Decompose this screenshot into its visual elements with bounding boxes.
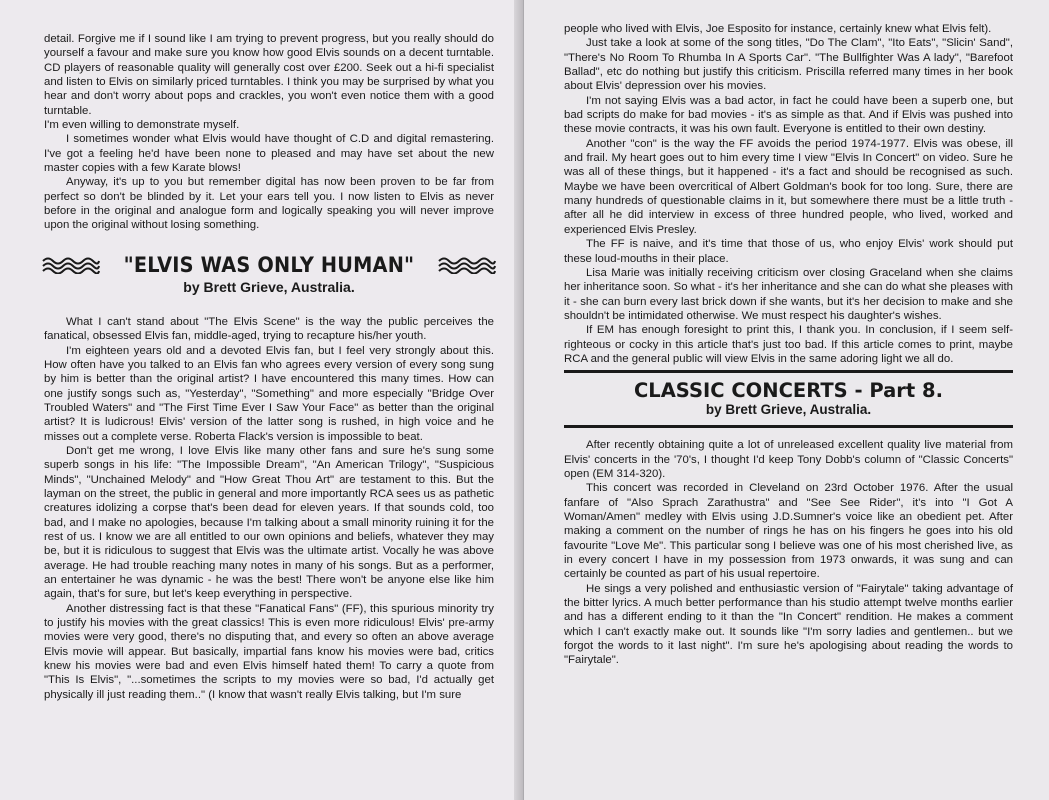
paragraph: After recently obtaining quite a lot of unreleased excellent quality live material from Elvis' concerts in the '70's, I thought I'd keep Tony Dobb's column of "Classic Concerts" open (EM 314-320). [564, 439, 1013, 480]
paragraph: I'm eighteen years old and a devoted Elvis fan, but I feel very strongly about this. How often have you talked to an Elvis fan who agrees every version of every song sung by him is better than the original artist? I have encountered this many times. How can one justify songs such as, "Yesterday", "Something" and more especially "Bridge Over Troubled Waters" and "The First Time Ever I Saw Your Face" as better than the original artist? It is ludicrous! Elvis' version of the latter song is rushed, in high voice and he misses out a complete verse. Roberta Flack's version is impossible to beat. [44, 344, 494, 443]
paragraph: I sometimes wonder what Elvis would have thought of C.D and digital remastering. I've got a feeling he'd have been none to pleased and may have set about the new master copies with a few Karate blows! [44, 133, 494, 175]
paragraph: What I can't stand about "The Elvis Scene" is the way the public perceives the fanatical, obsessed Elvis fan, middle-aged, trying to recapture his/her youth. [44, 315, 494, 343]
paragraph: The FF is naive, and it's time that those of us, who enjoy Elvis' work should put these loud-mouths in their place. [564, 238, 1013, 265]
paragraph: Anyway, it's up to you but remember digital has now been proven to be far from perfect so don't be blinded by it. Let your ears tell you. I now listen to Elvis as never before in the original and analogue form and logically speaking you will never improve upon the original without losing something. [44, 176, 494, 232]
divider-rule [564, 370, 1013, 373]
paragraph: Another distressing fact is that these "Fanatical Fans" (FF), this spurious minority try to justify his movies with the great classics! This is even more ridiculous! Elvis' pre-army movies were very good, there's no disputing that, and every so often an above average Elvis movie will appear. But basically, impartial fans know his movies were bad, critics knew his movies were bad and even Elvis himself hated them! To carry a quote from "This Is Elvis", "...sometimes the scripts to my movies were so bad, I'd actually get physically ill just reading them.." (I know that wasn't really Elvis talking, but I'm sure [44, 602, 494, 701]
article-title: CLASSIC CONCERTS [633, 379, 848, 403]
right-page [524, 0, 1049, 800]
wave-ornament-left-icon [41, 256, 101, 274]
left-page [0, 0, 522, 800]
paragraph: I'm not saying Elvis was a bad actor, in fact he could have been a superb one, but bad scripts do make for bad movies - it's as simple as that. And if Elvis was pushed into these movie contracts, it was his own fault. Everyone is entitled to their own destiny. [564, 94, 1013, 136]
divider-rule [564, 425, 1013, 428]
paragraph: Another "con" is the way the FF avoids the period 1974-1977. Elvis was obese, ill and frail. My heart goes out to him every time I view "Elvis In Concert" on video. Sure he was all of these things, but it happened - it's a fact and should be recognised as such. Maybe we have been overcritical of Albert Goldman's book for too long. Sure, there are many hundreds of questionable claims in it, but somewhere there must be a little truth - after all he did interview in excess of three hundred people, who lived, worked and experienced Elvis Presley. [564, 137, 1013, 236]
paragraph: Just take a look at some of the song titles, "Do The Clam", "Ito Eats", "Slicin' Sand", "There's No Room To Rhumba In A Sports Car". "The Bullfighter Was A lady", "Barefoot Ballad", etc do nothing but justify this criticism. Priscilla referred many times in her book about Elvis' depression over his movies. [564, 37, 1013, 93]
article-title: "ELVIS WAS ONLY HUMAN" [123, 252, 415, 277]
article-heading [564, 379, 1013, 417]
paragraph: If EM has enough foresight to print this, I thank you. In conclusion, if I seem self-righteous or cocky in this article that's just too bad. If this article comes to print, maybe RCA and the general public will view Elvis in the same adoring light we all do. [564, 324, 1013, 365]
article-byline: by Brett Grieve, Australia. [705, 402, 872, 418]
paragraph: Lisa Marie was initially receiving criticism over closing Graceland when she claims her inheritance soon. So what - it's her inheritance and she can do what she pleases with it - she can burn every last brick down if she wants, but it's her decision to make and she shouldn't be intimidated otherwise. We must respect his daughter's wishes. [564, 266, 1013, 322]
paragraph: detail. Forgive me if I sound like I am trying to prevent progress, but you really should do yourself a favour and make sure you know how good Elvis sounds on a decent turntable. CD players of reasonable quality will generally cost over £200. Seek out a hi-fi specialist and listen to Elvis on similarly priced turntables. I think you may be surprised by what you hear and don't worry about pops and crackles, you won't even notice them with a good turntable. [44, 33, 494, 117]
paragraph: He sings a very polished and enthusiastic version of "Fairytale" taking advantage of the bitter lyrics. A much better performance than his studio attempt twelve months earlier and has a different ending to it than the "In Concert" rendition. He makes a comment which I can't exactly make out. It sounds like "I'm sorry ladies and gentlemen.. but we forgot the words to it last night". I'm sure he's apologising about reading the words to "Fairytale". [564, 582, 1013, 667]
paragraph: This concert was recorded in Cleveland on 23rd October 1976. After the usual fanfare of "Also Sprach Zarathustra" and "See See Rider", it's into "I Got A Woman/Amen" medley with Elvis using J.D.Sumner's voice like an obedient pet. After making a comment on the number of rings he has on his fingers he goes into his old favourite "Love Me". This particular song I believe was one of his most cherished live, as in every concert I have in my possession from 1973 onwards, it was sung and can certainly be counted as part of his usual repertoire. [564, 482, 1013, 581]
paragraph: Don't get me wrong, I love Elvis like many other fans and sure he's sung some superb songs in his life: "The Impossible Dream", "An American Trilogy", "Suspicious Minds", "Unchained Melody" and "How Great Thou Art" are testament to this. But the layman on the street, the public in general and more importantly RCA sees us as pathetic creatures idolizing a corpse that's been dead for eleven years. If that sounds cold, too bad, and I make no apologies, because I'm talking about a small minority ruining it for the rest of us. I know we are all entitled to our own opinions and beliefs, whatever they may be, but it is ridiculous to suggest that Elvis was the ultimate artist. Vocally he was above average. He had trouble reaching many notes in many of his songs. But as a performer, an entertainer he was dynamic - he was the best! There won't be anyone else like him again, that's for sure, but let's keep everything in perspective. [44, 444, 494, 601]
article-title-part: - Part 8. [847, 379, 944, 403]
paragraph: people who lived with Elvis, Joe Esposito for instance, certainly knew what Elvis felt). [564, 23, 992, 35]
article-heading [44, 253, 494, 295]
article-byline: by Brett Grieve, Australia. [183, 278, 355, 295]
wave-ornament-right-icon [437, 256, 497, 274]
paragraph: I'm even willing to demonstrate myself. [44, 119, 240, 132]
